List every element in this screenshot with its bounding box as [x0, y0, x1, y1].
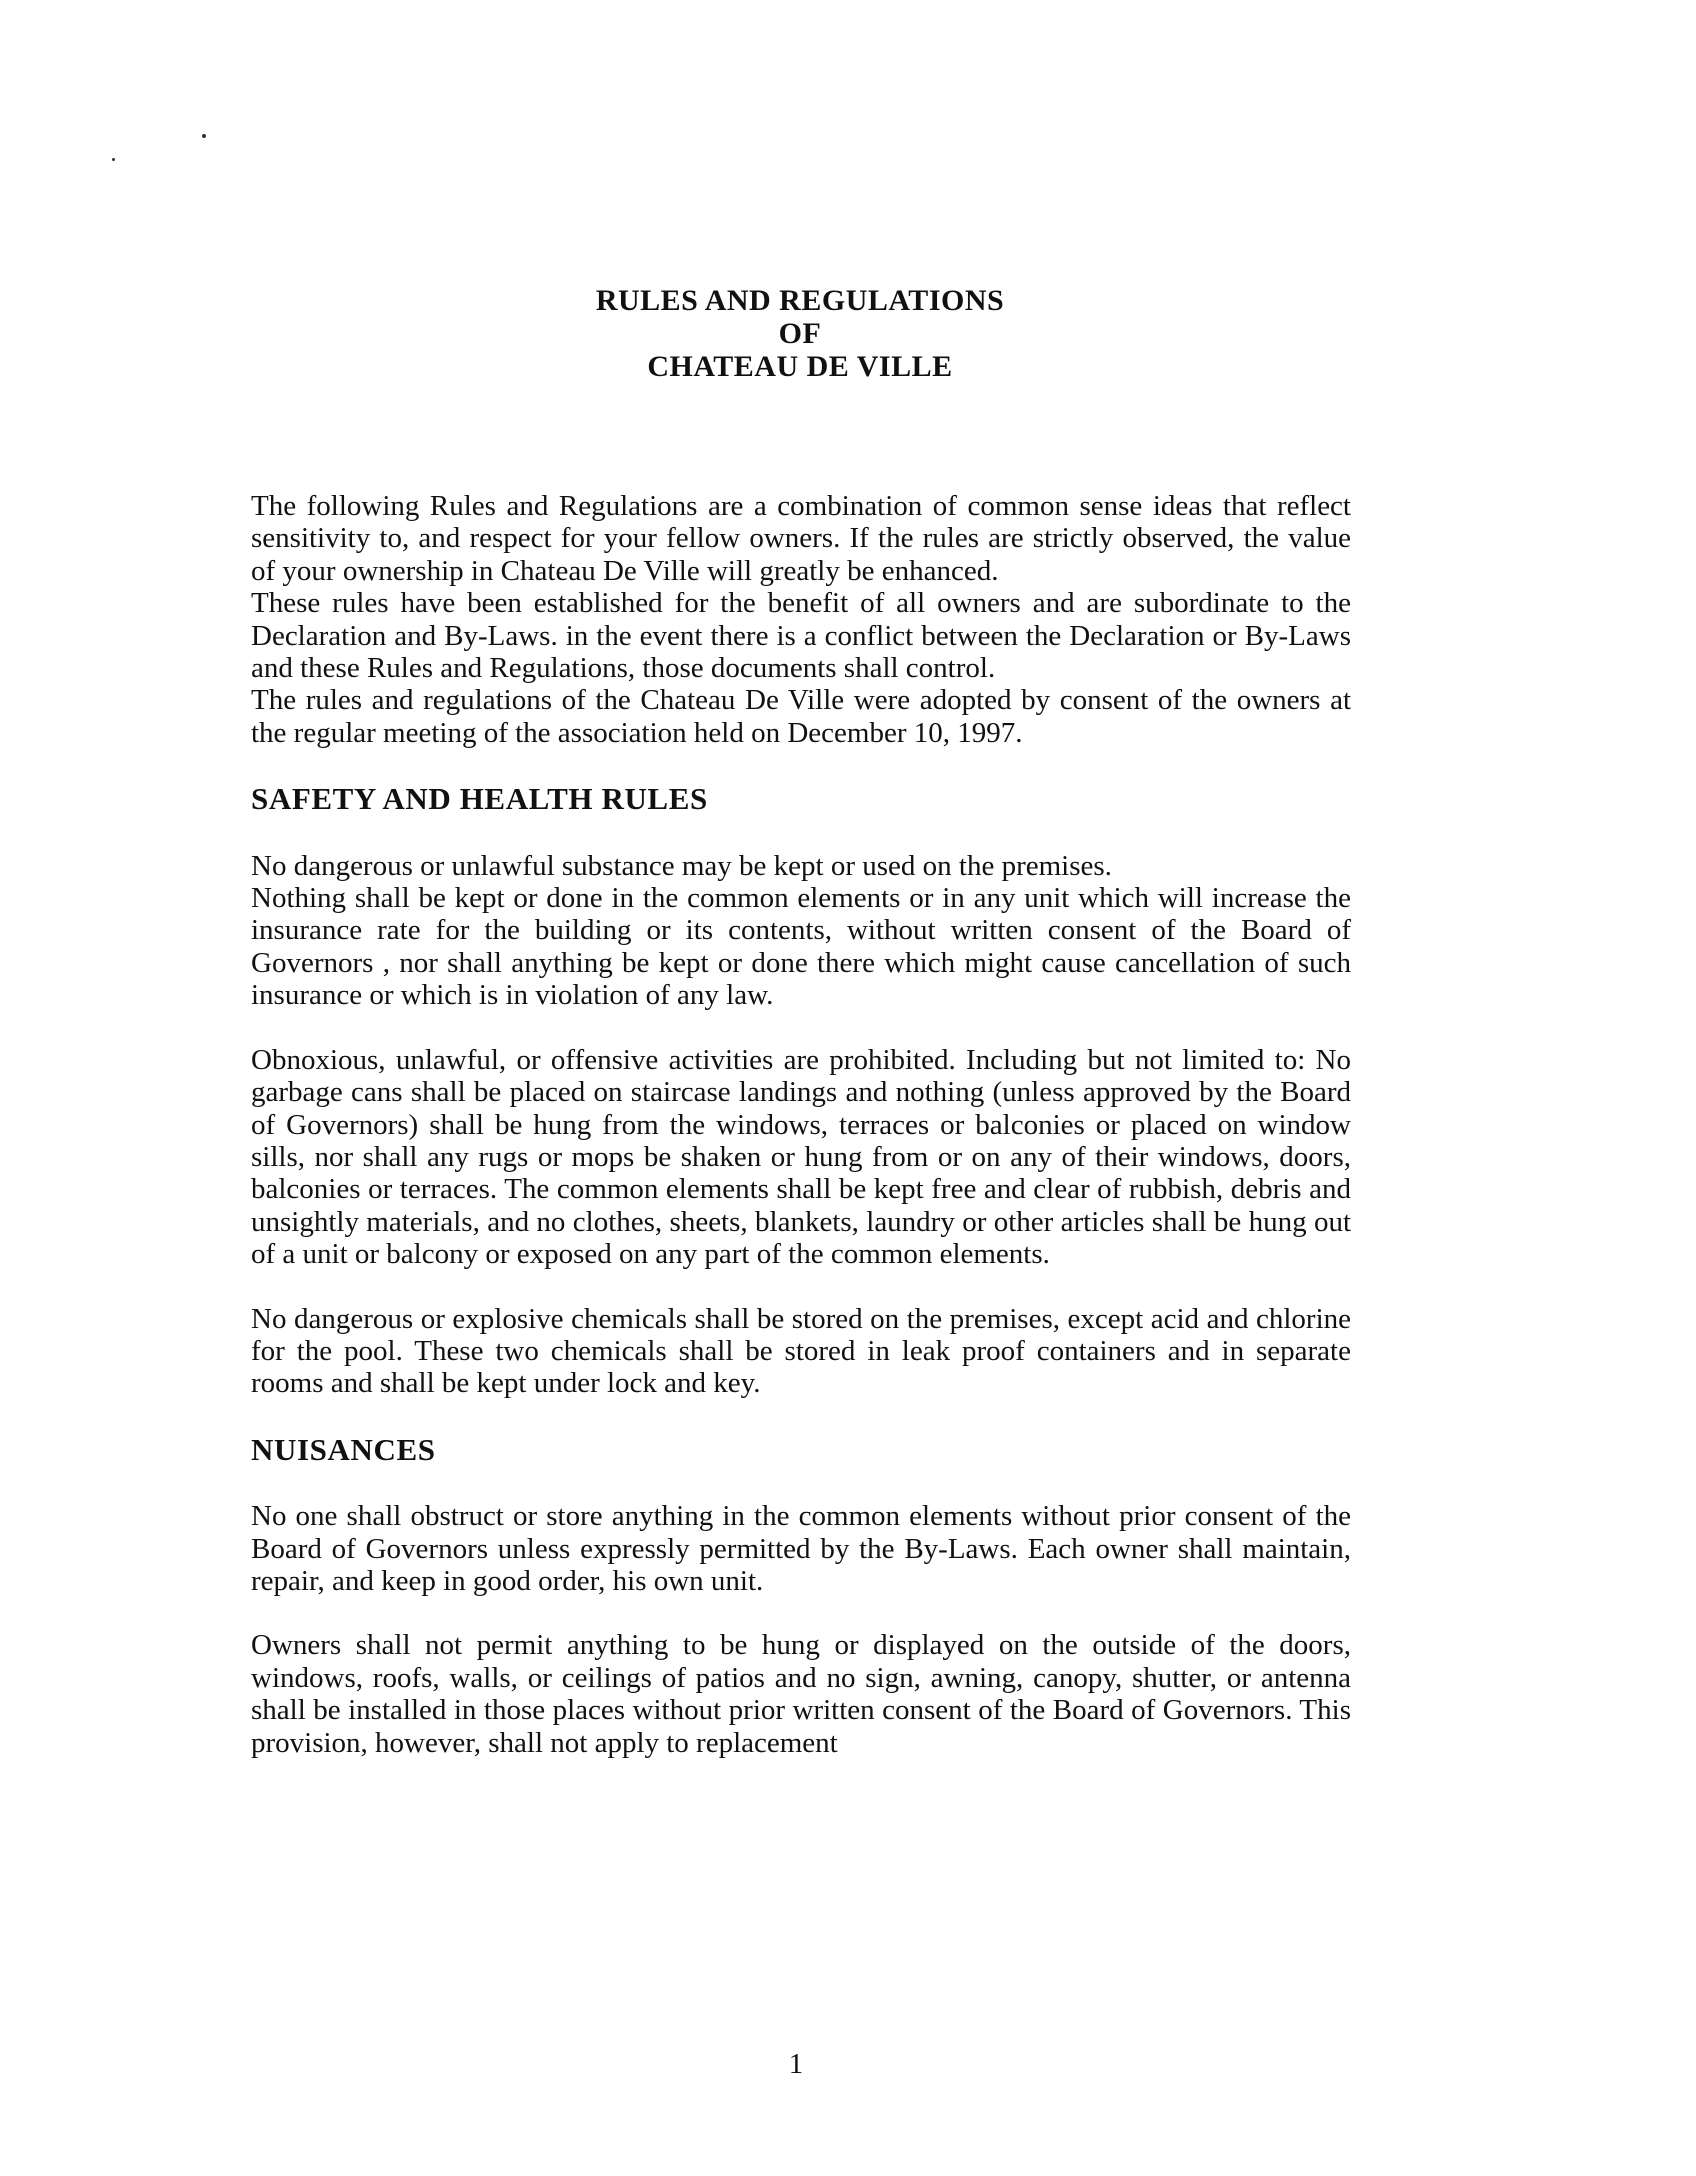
- title-line-3: CHATEAU DE VILLE: [647, 350, 953, 383]
- intro-paragraph-2: These rules have been established for the benefit of all owners and are subordinate to the Declaration and By-Laws. in the event there is a conflict between the Declaration or By-Laws and these Rules and Regulations, those documents shall control.: [251, 587, 1351, 685]
- safety-paragraph-4: No dangerous or explosive chemicals shall be stored on the premises, except acid and chlorine for the pool. These two chemicals shall be stored in leak proof containers and in separate rooms and shall be kept under lock and key.: [251, 1302, 1351, 1400]
- scan-speck: [202, 134, 206, 138]
- page-number: 1: [788, 2048, 804, 2080]
- intro-paragraph-1: The following Rules and Regulations are a combination of common sense ideas that reflect sensitivity to, and respect for your fellow owners. If the rules are strictly observed, the value of your ownership in Chateau De Ville will greatly be enhanced.: [251, 490, 1351, 587]
- safety-paragraph-2: Nothing shall be kept or done in the common elements or in any unit which will increase the insurance rate for the building or its contents, without written consent of the Board of Governors , nor shall anything be kept or done there which might cause cancellation of such insurance or which is in violation of any law.: [251, 882, 1351, 1012]
- intro-paragraph-3: The rules and regulations of the Chateau De Ville were adopted by consent of the owners at the regular meeting of the association held on December 10, 1997.: [251, 684, 1351, 749]
- document-body: [251, 490, 1351, 1759]
- title-line-1: RULES AND REGULATIONS: [595, 284, 1005, 317]
- safety-paragraph-1: No dangerous or unlawful substance may be kept or used on the premises.: [251, 849, 1112, 882]
- safety-paragraph-3: Obnoxious, unlawful, or offensive activities are prohibited. Including but not limited to: No garbage cans shall be placed on staircase landings and nothing (unless approved by the Board of Governors) shall be hung from the windows, terraces or balconies or placed on window sills, nor shall any rugs or mops be shaken or hung from or on any of their windows, doors, balconies or terraces. The common elements shall be kept free and clear of rubbish, debris and unsightly materials, and no clothes, sheets, blankets, laundry or other articles shall be hung out of a unit or balcony or exposed on any part of the common elements.: [251, 1043, 1351, 1271]
- title-line-2: OF: [778, 317, 822, 350]
- scan-speck: [112, 158, 115, 161]
- nuisances-paragraph-2: Owners shall not permit anything to be hung or displayed on the outside of the doors, windows, roofs, walls, or ceilings of patios and no sign, awning, canopy, shutter, or antenna shall be installed in those places without prior written consent of the Board of Governors. This provision, however, shall not apply to replacement: [251, 1629, 1351, 1759]
- section-heading-nuisances: NUISANCES: [251, 1431, 436, 1467]
- document-title: [0, 284, 1600, 383]
- section-heading-safety: SAFETY AND HEALTH RULES: [251, 781, 708, 817]
- nuisances-paragraph-1: No one shall obstruct or store anything in the common elements without prior consent of the Board of Governors unless expressly permitted by the By-Laws. Each owner shall maintain, repair, and keep in good order, his own unit.: [251, 1500, 1351, 1597]
